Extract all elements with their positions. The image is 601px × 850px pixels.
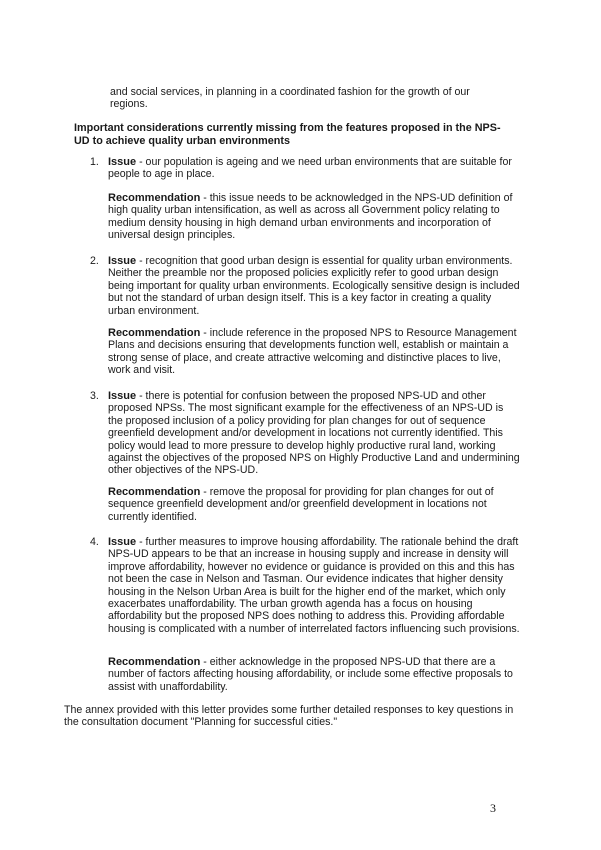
issue-label: Issue — [108, 255, 137, 267]
issue-text: - further measures to improve housing affordability. The rationale behind the draft NPS-UD appears to be that an increase in housing supply and increase in density will improve affordability, however no evidence or guidance is provided on this and this has not been the case in Nelson and Tasman. Our evidence indicates that higher density housing in the Nelson Urban Area is built for the higher end of the market, which only exacerbates unaffordability. The urban growth agenda has a focus on housing affordability but the proposed NPS does nothing to address this. Providing affordable housing is complicated with a number of interrelated factors influencing such provisions. — [108, 536, 520, 635]
recommendation-label: Recommendation — [108, 327, 201, 339]
issue-label: Issue — [108, 536, 137, 548]
issue-paragraph — [108, 390, 520, 477]
section-heading: Important considerations currently missing from the features proposed in the NPS-UD to achieve quality urban environments — [74, 122, 501, 147]
item-number: 1. — [90, 156, 99, 168]
recommendation-label: Recommendation — [108, 192, 201, 204]
issue-paragraph — [108, 255, 520, 317]
issue-paragraph — [108, 536, 520, 635]
recommendation-paragraph — [108, 486, 520, 523]
recommendation-paragraph — [108, 656, 520, 693]
recommendation-text: - either acknowledge in the proposed NPS-UD that there are a number of factors affecting housing affordability, or include some effective proposals to assist with unaffordability. — [108, 656, 513, 693]
recommendation-label: Recommendation — [108, 656, 201, 668]
item-number: 3. — [90, 390, 99, 402]
item-number: 4. — [90, 536, 99, 548]
issue-paragraph — [108, 156, 520, 181]
issue-label: Issue — [108, 156, 137, 168]
recommendation-label: Recommendation — [108, 486, 201, 498]
closing-paragraph: The annex provided with this letter provides some further detailed responses to key questions in the consultation document "Planning for successful cities." — [64, 704, 514, 729]
issue-text: - our population is ageing and we need urban environments that are suitable for people to age in place. — [108, 156, 512, 181]
recommendation-text: - this issue needs to be acknowledged in the NPS-UD definition of high quality urban intensification, as well as across all Government policy relating to medium density housing in high demand urban environments and incorporation of universal design principles. — [108, 192, 513, 242]
page-number: 3 — [490, 801, 496, 815]
item-number: 2. — [90, 255, 99, 267]
issue-text: - there is potential for confusion between the proposed NPS-UD and other proposed NPSs. The most significant example for the effectiveness of an NPS-UD is the proposed inclusion of a policy providing for plan changes for out of sequence greenfield development and/or development in locations not currently identified. This policy would lead to more pressure to develop highly productive rural land, working against the objectives of the proposed NPS on Highly Productive Land and undermining other objectives of the NPS-UD. — [108, 390, 520, 477]
issue-text: - recognition that good urban design is essential for quality urban environments. Neither the preamble nor the proposed policies explicitly refer to good urban design being important for quality urban environments. Ecologically sensitive design is included but not the standard of urban design itself. This is a key factor in creating a quality urban environment. — [108, 255, 520, 317]
recommendation-text: - remove the proposal for providing for plan changes for out of sequence greenfield development and/or greenfield development in locations not currently identified. — [108, 486, 494, 523]
intro-paragraph: and social services, in planning in a coordinated fashion for the growth of our regions. — [110, 86, 470, 111]
recommendation-paragraph — [108, 327, 520, 377]
recommendation-text: - include reference in the proposed NPS to Resource Management Plans and decisions ensuring that developments function well, establish or maintain a strong sense of place, and create attractive welcoming and distinctive places to live, work and visit. — [108, 327, 517, 377]
recommendation-paragraph — [108, 192, 520, 242]
issue-label: Issue — [108, 390, 137, 402]
